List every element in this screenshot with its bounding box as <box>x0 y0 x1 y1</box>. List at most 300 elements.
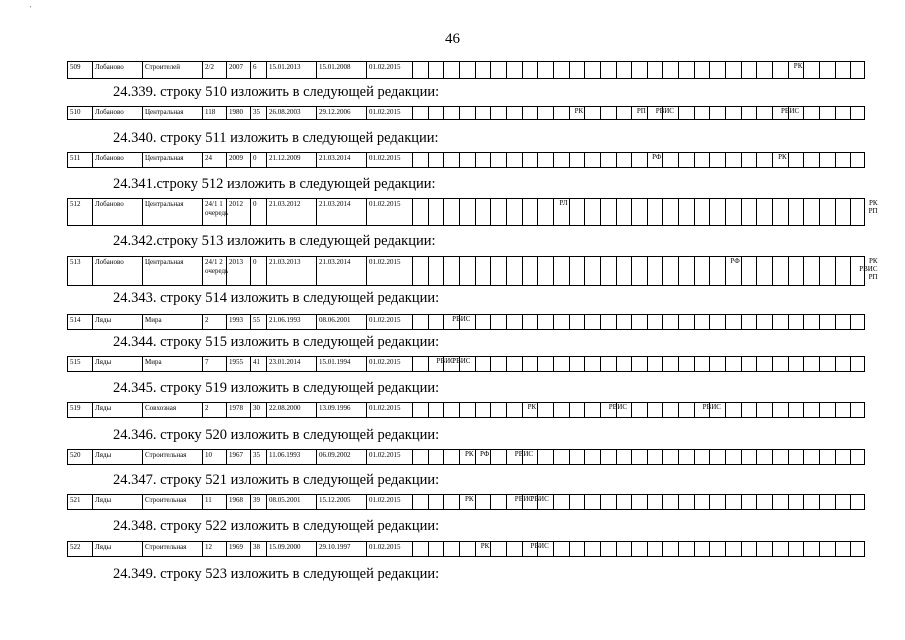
grid-cell <box>756 450 772 464</box>
grid-cell <box>600 357 616 371</box>
grid-cell <box>616 315 632 329</box>
grid-cell <box>616 450 632 464</box>
grid-cell <box>803 495 819 509</box>
grid-cell <box>537 257 553 285</box>
grid-cell <box>709 199 725 225</box>
grid-cell <box>756 62 772 78</box>
grid-cell <box>850 107 866 119</box>
table-cell: 01.02.2015 <box>366 107 412 119</box>
grid-cell <box>803 107 819 119</box>
table-cell: 01.02.2015 <box>366 315 412 329</box>
table-cell: 24 <box>202 153 226 167</box>
grid-cell <box>819 495 835 509</box>
table-cell: Центральная <box>142 257 202 285</box>
grid-cell <box>678 315 694 329</box>
grid-cell <box>428 403 444 417</box>
table-row <box>67 402 865 418</box>
grid-cell <box>772 62 788 78</box>
table-cell: 509 <box>70 63 81 71</box>
table-cell: 2013 <box>226 257 250 285</box>
table-cell: 2/2 <box>202 62 226 78</box>
grid-cell <box>490 495 506 509</box>
table-cell: 522 <box>70 543 81 551</box>
table-cell: Ляды <box>92 403 142 417</box>
grid-cell <box>709 450 725 464</box>
grid-cell <box>772 495 788 509</box>
table-cell: 1978 <box>226 403 250 417</box>
grid-cell <box>412 495 428 509</box>
table-cell: 30 <box>250 403 266 417</box>
grid-cell <box>835 153 851 167</box>
grid-cell <box>772 357 788 371</box>
grid-cell <box>631 62 647 78</box>
grid-cell <box>443 153 459 167</box>
table-cell: 21.03.2014 <box>316 199 366 225</box>
grid-cell <box>584 450 600 464</box>
table-cell: Строительная <box>142 542 202 556</box>
grid-cell <box>741 257 757 285</box>
grid-cell <box>631 542 647 556</box>
code-mark: РВИС <box>436 357 455 365</box>
grid-cell <box>412 199 428 225</box>
table-cell: 35 <box>250 107 266 119</box>
grid-cell <box>412 315 428 329</box>
grid-cell <box>412 107 428 119</box>
grid-cell <box>662 257 678 285</box>
grid-cell <box>631 199 647 225</box>
grid-cell <box>443 403 459 417</box>
grid-cell <box>506 257 522 285</box>
grid-cell <box>537 403 553 417</box>
grid-cell <box>443 450 459 464</box>
grid-cell <box>725 542 741 556</box>
grid-cell <box>600 62 616 78</box>
grid-cell <box>647 542 663 556</box>
grid-cell <box>459 62 475 78</box>
grid-cell <box>537 153 553 167</box>
grid-cell <box>428 542 444 556</box>
table-cell: Лобаново <box>92 153 142 167</box>
grid-cell <box>835 357 851 371</box>
grid-cell <box>772 315 788 329</box>
table-cell: Строительная <box>142 450 202 464</box>
code-mark: РК <box>465 495 474 503</box>
grid-cell <box>819 315 835 329</box>
grid-cell <box>741 315 757 329</box>
table-cell: Центральная <box>142 199 202 225</box>
grid-cell <box>741 62 757 78</box>
table-row <box>67 449 865 465</box>
grid-cell <box>522 107 538 119</box>
grid-cell <box>788 199 804 225</box>
grid-cell <box>835 403 851 417</box>
grid-cell <box>694 107 710 119</box>
table-cell: 21.12.2009 <box>266 153 316 167</box>
grid-cell <box>803 542 819 556</box>
grid-cell <box>725 107 741 119</box>
code-mark: РВИС <box>530 495 549 503</box>
grid-cell <box>725 199 741 225</box>
grid-cell <box>428 107 444 119</box>
grid-cell <box>631 495 647 509</box>
grid-cell <box>584 315 600 329</box>
grid-cell <box>490 450 506 464</box>
grid-cell <box>788 357 804 371</box>
table-cell: 521 <box>70 496 81 504</box>
page-number: 46 <box>445 31 460 47</box>
grid-cell <box>756 199 772 225</box>
grid-cell <box>569 450 585 464</box>
grid-cell <box>584 495 600 509</box>
grid-cell <box>631 450 647 464</box>
grid-cell <box>584 257 600 285</box>
table-cell: 118 <box>202 107 226 119</box>
grid-cell <box>569 153 585 167</box>
grid-cell <box>741 199 757 225</box>
code-mark: РВИС <box>608 403 628 411</box>
grid-cell <box>584 403 600 417</box>
table-cell: 513 <box>70 258 81 266</box>
grid-cell <box>506 107 522 119</box>
grid-cell <box>850 315 866 329</box>
grid-cell <box>584 107 600 119</box>
grid-cell <box>788 450 804 464</box>
grid-cell <box>803 153 819 167</box>
table-cell: 06.09.2002 <box>316 450 366 464</box>
table-cell: 512 <box>70 200 81 208</box>
grid-cell <box>443 542 459 556</box>
table-cell: 511 <box>70 154 81 162</box>
grid-cell <box>537 107 553 119</box>
grid-cell <box>553 62 569 78</box>
grid-cell <box>741 403 757 417</box>
grid-cell <box>584 153 600 167</box>
grid-cell <box>819 542 835 556</box>
grid-cell <box>819 403 835 417</box>
table-cell: 514 <box>70 316 81 324</box>
grid-cell <box>443 495 459 509</box>
grid-cell <box>616 357 632 371</box>
grid-cell <box>662 153 678 167</box>
grid-cell <box>553 357 569 371</box>
grid-cell <box>600 257 616 285</box>
grid-cell <box>537 450 553 464</box>
grid-cell <box>819 257 835 285</box>
grid-cell <box>850 542 866 556</box>
table-cell: 1993 <box>226 315 250 329</box>
code-mark: РК <box>778 153 787 161</box>
table-cell: Ляды <box>92 450 142 464</box>
grid-cell <box>537 357 553 371</box>
table-cell: Мира <box>142 315 202 329</box>
grid-cell <box>553 107 569 119</box>
grid-cell <box>428 62 444 78</box>
table-cell: Ляды <box>92 315 142 329</box>
table-cell: 1968 <box>226 495 250 509</box>
table-cell: Лобаново <box>92 62 142 78</box>
grid-cell <box>835 450 851 464</box>
grid-cell <box>772 199 788 225</box>
grid-cell <box>443 107 459 119</box>
code-mark: РФ <box>479 450 490 458</box>
table-cell: Ляды <box>92 357 142 371</box>
table-row <box>67 314 865 330</box>
grid-cell <box>662 450 678 464</box>
table-cell: 01.02.2015 <box>366 403 412 417</box>
grid-cell <box>459 542 475 556</box>
grid-cell <box>709 315 725 329</box>
instruction-heading: 24.340. строку 511 изложить в следующей редакции: <box>113 130 439 146</box>
table-cell: 08.06.2001 <box>316 315 366 329</box>
grid-cell <box>819 62 835 78</box>
table-cell: 21.03.2014 <box>316 257 366 285</box>
grid-cell <box>600 199 616 225</box>
grid-cell <box>616 199 632 225</box>
grid-cell <box>803 315 819 329</box>
table-cell: Лобаново <box>92 107 142 119</box>
grid-cell <box>662 542 678 556</box>
grid-cell <box>725 315 741 329</box>
grid-cell <box>788 315 804 329</box>
grid-cell <box>819 450 835 464</box>
grid-cell <box>631 315 647 329</box>
table-cell: 0 <box>250 199 266 225</box>
table-cell: 21.03.2013 <box>266 257 316 285</box>
grid-cell <box>522 199 538 225</box>
grid-cell <box>412 153 428 167</box>
grid-cell <box>553 153 569 167</box>
grid-cell <box>569 542 585 556</box>
grid-cell <box>725 62 741 78</box>
grid-cell <box>490 107 506 119</box>
grid-cell <box>709 62 725 78</box>
grid-cell <box>475 357 491 371</box>
table-cell: 01.02.2015 <box>366 257 412 285</box>
grid-cell <box>490 542 506 556</box>
grid-cell <box>709 153 725 167</box>
grid-cell <box>678 495 694 509</box>
grid-cell <box>647 450 663 464</box>
grid-cell <box>835 107 851 119</box>
table-cell: Мира <box>142 357 202 371</box>
table-cell: 520 <box>70 451 81 459</box>
grid-cell <box>553 450 569 464</box>
code-mark: РК РВИС РП <box>859 257 878 281</box>
grid-cell <box>803 257 819 285</box>
grid-cell <box>553 315 569 329</box>
table-cell: 01.02.2015 <box>366 357 412 371</box>
instruction-heading: 24.348. строку 522 изложить в следующей редакции: <box>113 518 440 534</box>
grid-cell <box>475 495 491 509</box>
grid-cell <box>647 199 663 225</box>
grid-cell <box>788 153 804 167</box>
grid-cell <box>616 495 632 509</box>
grid-cell <box>553 257 569 285</box>
table-cell: Строителей <box>142 62 202 78</box>
code-mark: РВИС <box>452 315 471 323</box>
grid-cell <box>819 199 835 225</box>
grid-cell <box>522 315 538 329</box>
instruction-heading: 24.347. строку 521 изложить в следующей редакции: <box>113 472 440 488</box>
grid-cell <box>741 450 757 464</box>
code-mark: РВИС <box>452 357 471 365</box>
grid-cell <box>803 199 819 225</box>
grid-cell <box>459 257 475 285</box>
table-row <box>67 256 878 286</box>
code-mark: РВИС <box>702 403 721 411</box>
code-mark: РВИС <box>514 495 534 503</box>
grid-cell <box>662 403 678 417</box>
code-mark: РК <box>527 403 537 411</box>
grid-cell <box>647 62 663 78</box>
grid-cell <box>709 357 725 371</box>
grid-cell <box>412 403 428 417</box>
table-cell: 1967 <box>226 450 250 464</box>
grid-cell <box>694 542 710 556</box>
grid-cell <box>412 357 428 371</box>
grid-cell <box>662 495 678 509</box>
grid-cell <box>412 450 428 464</box>
table-cell: Совхозная <box>142 403 202 417</box>
grid-cell <box>443 257 459 285</box>
table-cell: 15.09.2000 <box>266 542 316 556</box>
code-mark: РВИС <box>530 542 549 550</box>
table-cell: 0 <box>250 153 266 167</box>
grid-cell <box>537 199 553 225</box>
grid-cell <box>428 450 444 464</box>
table-cell: 515 <box>70 358 81 366</box>
grid-cell <box>756 495 772 509</box>
instruction-heading: 24.343. строку 514 изложить в следующей редакции: <box>113 290 440 306</box>
grid-cell <box>475 107 491 119</box>
grid-cell <box>756 315 772 329</box>
grid-cell <box>412 257 428 285</box>
grid-cell <box>678 153 694 167</box>
grid-cell <box>475 153 491 167</box>
grid-cell <box>569 403 585 417</box>
table-cell: 6 <box>250 62 266 78</box>
grid-cell <box>694 495 710 509</box>
grid-cell <box>741 153 757 167</box>
grid-cell <box>412 542 428 556</box>
grid-cell <box>678 107 694 119</box>
grid-cell <box>819 107 835 119</box>
grid-cell <box>506 153 522 167</box>
grid-cell <box>647 403 663 417</box>
grid-cell <box>678 257 694 285</box>
table-row <box>67 494 865 510</box>
grid-cell <box>506 62 522 78</box>
grid-cell <box>850 153 866 167</box>
table-row <box>67 198 878 226</box>
table-cell: 01.02.2015 <box>366 62 412 78</box>
grid-cell <box>803 357 819 371</box>
table-cell: 01.02.2015 <box>366 542 412 556</box>
grid-cell <box>475 257 491 285</box>
table-cell: 2012 <box>226 199 250 225</box>
table-cell: 1955 <box>226 357 250 371</box>
code-mark: РФ <box>652 153 662 161</box>
table-cell: 21.03.2012 <box>266 199 316 225</box>
grid-cell <box>647 357 663 371</box>
grid-cell <box>475 403 491 417</box>
instruction-heading: 24.349. строку 523 изложить в следующей редакции: <box>113 566 440 582</box>
table-cell: 23.01.2014 <box>266 357 316 371</box>
code-mark: РК <box>574 107 584 115</box>
grid-cell <box>616 62 632 78</box>
grid-cell <box>709 495 725 509</box>
table-cell: 22.08.2000 <box>266 403 316 417</box>
grid-cell <box>741 107 757 119</box>
grid-cell <box>788 495 804 509</box>
grid-cell <box>506 403 522 417</box>
grid-cell <box>506 199 522 225</box>
grid-cell <box>522 257 538 285</box>
grid-cell <box>725 403 741 417</box>
grid-cell <box>819 357 835 371</box>
table-cell: 10 <box>202 450 226 464</box>
grid-cell <box>756 257 772 285</box>
grid-cell <box>631 403 647 417</box>
grid-cell <box>756 107 772 119</box>
table-cell: 24/1 1 очередь <box>202 199 226 225</box>
table-row <box>67 106 865 120</box>
grid-cell <box>490 357 506 371</box>
grid-cell <box>772 257 788 285</box>
grid-cell <box>490 62 506 78</box>
table-cell: 510 <box>70 108 81 116</box>
grid-cell <box>772 450 788 464</box>
grid-cell <box>600 153 616 167</box>
grid-cell <box>600 495 616 509</box>
grid-cell <box>522 153 538 167</box>
grid-cell <box>756 153 772 167</box>
grid-cell <box>850 62 866 78</box>
table-cell: 2 <box>202 403 226 417</box>
grid-cell <box>475 199 491 225</box>
code-mark: РВИС <box>655 107 674 115</box>
code-mark: РК <box>793 62 803 70</box>
grid-cell <box>490 315 506 329</box>
code-mark: РК <box>465 450 474 458</box>
grid-cell <box>428 315 444 329</box>
grid-cell <box>569 357 585 371</box>
grid-cell <box>459 107 475 119</box>
grid-cell <box>678 62 694 78</box>
grid-cell <box>835 542 851 556</box>
instruction-heading: 24.345. строку 519 изложить в следующей редакции: <box>113 380 440 396</box>
grid-cell <box>678 403 694 417</box>
grid-cell <box>694 62 710 78</box>
code-mark: РФ <box>730 257 740 265</box>
grid-cell <box>662 315 678 329</box>
table-cell: Центральная <box>142 107 202 119</box>
instruction-heading: 24.342.строку 513 изложить в следующей редакции: <box>113 233 436 249</box>
grid-cell <box>506 315 522 329</box>
grid-cell <box>584 542 600 556</box>
grid-cell <box>772 542 788 556</box>
instruction-heading: 24.339. строку 510 изложить в следующей редакции: <box>113 84 440 100</box>
grid-cell <box>694 315 710 329</box>
table-cell: 2 <box>202 315 226 329</box>
grid-cell <box>662 199 678 225</box>
table-cell: 08.05.2001 <box>266 495 316 509</box>
table-cell: 11.06.1993 <box>266 450 316 464</box>
grid-cell <box>803 450 819 464</box>
table-cell: 39 <box>250 495 266 509</box>
grid-cell <box>631 357 647 371</box>
code-mark: РК <box>480 542 490 550</box>
